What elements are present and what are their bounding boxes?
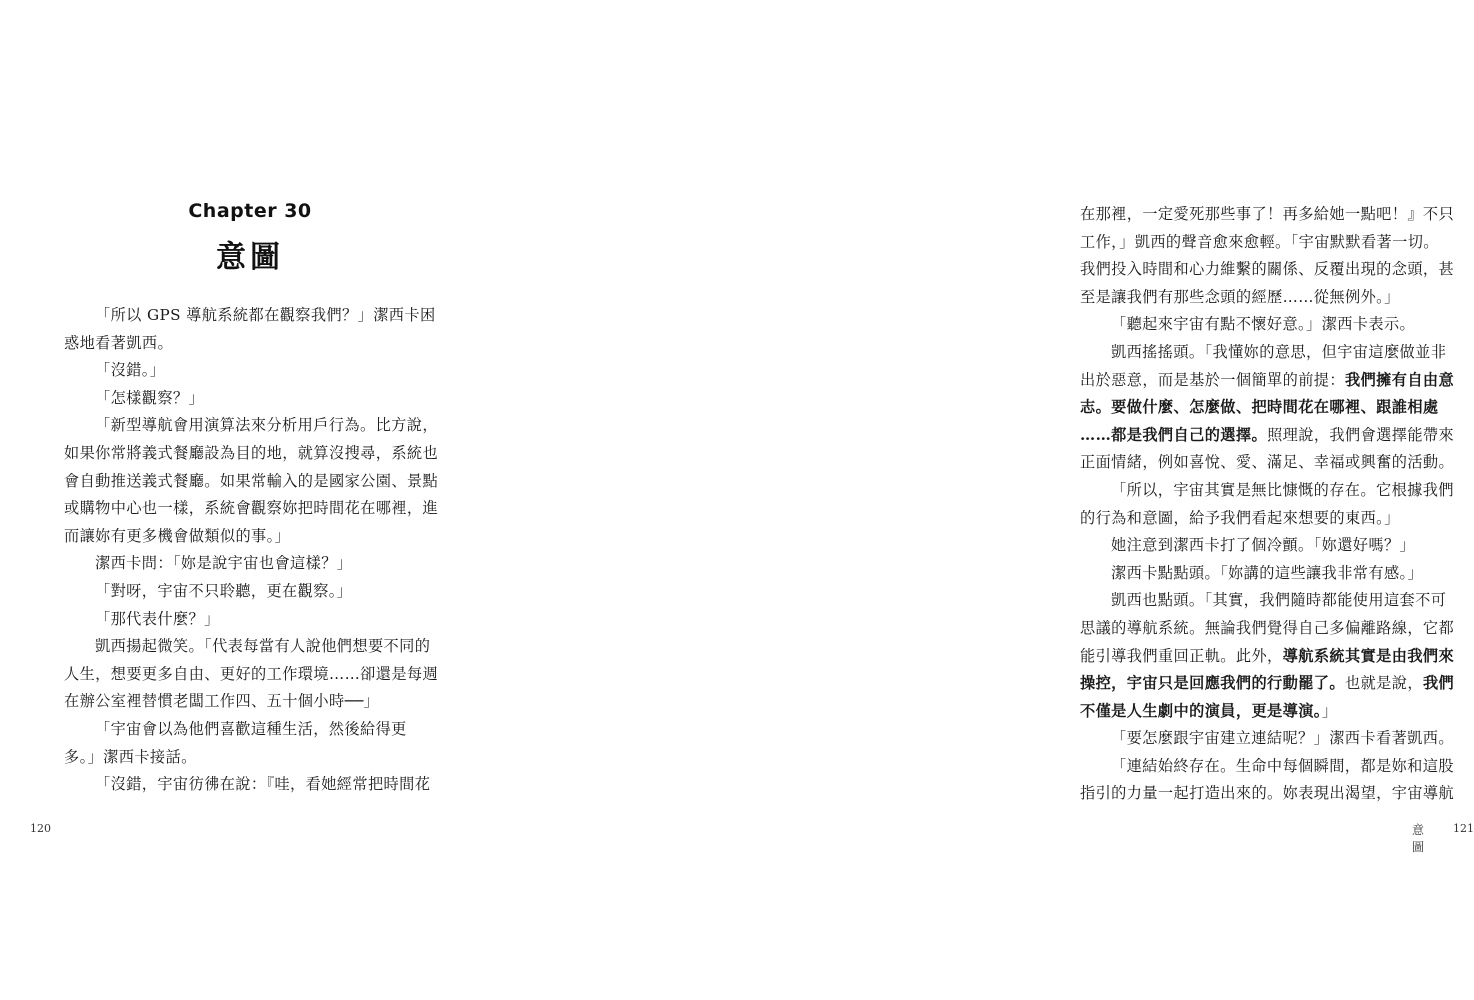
text-segment: 凱西搖搖頭。「我懂妳的意思，但宇宙這麼做並非 bbox=[1111, 342, 1447, 361]
right-page bbox=[500, 0, 1474, 1000]
text-segment: 也就是說， bbox=[1345, 674, 1423, 693]
text-line bbox=[64, 771, 434, 799]
right-page-number: 121 bbox=[1453, 822, 1474, 835]
text-line bbox=[1080, 422, 1455, 450]
text-line bbox=[1080, 753, 1454, 781]
text-line bbox=[64, 302, 434, 330]
text-segment: 「連結始終存在。生命中每個瞬間，都是妳和這股 bbox=[1111, 756, 1454, 775]
text-segment: 多。」潔西卡接話。 bbox=[64, 747, 197, 766]
text-line bbox=[1080, 311, 1434, 339]
text-line bbox=[64, 495, 439, 523]
text-segment: 出於惡意，而是基於一個簡單的前提： bbox=[1080, 370, 1345, 389]
text-segment: 而讓妳有更多機會做類似的事。」 bbox=[64, 526, 291, 545]
bold-text-segment: 志。要做什麼、怎麼做、把時間花在哪裡、跟誰相處 bbox=[1080, 398, 1439, 417]
text-line bbox=[1080, 532, 1434, 560]
text-segment: 思議的導航系統。無論我們覺得自己多偏離路線，它都 bbox=[1080, 618, 1455, 637]
text-segment: 她注意到潔西卡打了個冷顫。「妳還好嗎？」 bbox=[1111, 536, 1416, 555]
text-segment: 在辦公室裡替慣老闆工作四、五十個小時──」 bbox=[64, 692, 380, 711]
text-segment: 「新型導航會用演算法來分析用戶行為。比方說， bbox=[95, 416, 438, 435]
text-line bbox=[1080, 615, 1455, 643]
running-head: 意圖 bbox=[1412, 823, 1428, 854]
bold-text-segment: ……都是我們自己的選擇。 bbox=[1080, 425, 1268, 444]
text-line bbox=[1080, 560, 1434, 588]
text-segment: 會自動推送義式餐廳。如果常輸入的是國家公園、景點 bbox=[64, 471, 439, 490]
text-line bbox=[64, 633, 434, 661]
text-line bbox=[64, 744, 434, 772]
text-segment: 「要怎麼跟宇宙建立連結呢？」潔西卡看著凱西。 bbox=[1111, 729, 1454, 748]
text-line bbox=[1080, 587, 1447, 615]
text-segment: 人生，想要更多自由、更好的工作環境……卻還是每週 bbox=[64, 664, 439, 683]
text-segment: 工作，」凱西的聲音愈來愈輕。「宇宙默默看著一切。 bbox=[1080, 232, 1439, 251]
text-segment: 「那代表什麼？」 bbox=[95, 609, 220, 628]
chapter-number: Chapter 30 bbox=[188, 200, 312, 222]
text-line bbox=[1080, 698, 1434, 726]
text-segment: 的行為和意圖，給予我們看起來想要的東西。」 bbox=[1080, 508, 1400, 527]
text-segment: 凱西揚起微笑。「代表每當有人說他們想要不同的 bbox=[95, 637, 431, 656]
text-line bbox=[1080, 477, 1454, 505]
text-line bbox=[64, 468, 439, 496]
text-segment: 「沒錯。」 bbox=[95, 361, 166, 380]
text-segment: 在那裡，一定愛死那些事了！再多給她一點吧！』不只 bbox=[1080, 205, 1455, 223]
text-line bbox=[1080, 339, 1447, 367]
text-segment: 指引的力量一起打造出來的。妳表現出渴望，宇宙導航 bbox=[1080, 784, 1455, 803]
text-segment: 「所以 GPS 導航系統都在觀察我們？」潔西卡困 bbox=[95, 306, 436, 324]
text-segment: 凱西也點頭。「其實，我們隨時都能使用這套不可 bbox=[1111, 591, 1447, 610]
text-segment: 潔西卡點點頭。「妳講的這些讓我非常有感。」 bbox=[1111, 563, 1424, 582]
chapter-title: 意圖 bbox=[216, 240, 284, 275]
text-segment: 能引導我們重回正軌。此外， bbox=[1080, 646, 1283, 665]
text-line bbox=[1080, 256, 1455, 284]
text-line bbox=[64, 357, 434, 385]
text-line bbox=[64, 688, 434, 716]
text-line bbox=[64, 578, 434, 606]
text-line bbox=[1080, 780, 1455, 808]
text-segment: 至是讓我們有那些念頭的經歷……從無例外。」 bbox=[1080, 287, 1400, 306]
text-segment: 正面情緒，例如喜悅、愛、滿足、幸福或興奮的活動。 bbox=[1080, 453, 1455, 472]
text-line bbox=[1080, 367, 1455, 395]
bold-text-segment: 導航系統其實是由我們來 bbox=[1282, 646, 1455, 665]
text-line bbox=[1080, 449, 1455, 477]
text-line bbox=[64, 661, 439, 689]
text-segment: 「宇宙會以為他們喜歡這種生活，然後給得更 bbox=[95, 719, 407, 738]
text-line bbox=[64, 330, 434, 358]
text-line bbox=[1080, 284, 1434, 312]
text-line bbox=[64, 440, 439, 468]
text-segment: 潔西卡問：「妳是說宇宙也會這樣？」 bbox=[95, 554, 353, 573]
bold-text-segment: 我們 bbox=[1422, 674, 1455, 693]
text-line bbox=[64, 523, 434, 551]
text-segment: 或購物中心也一樣，系統會觀察妳把時間花在哪裡，進 bbox=[64, 499, 439, 518]
text-segment: 如果你常將義式餐廳設為目的地，就算沒搜尋，系統也 bbox=[64, 443, 439, 462]
text-line bbox=[1080, 394, 1439, 422]
left-page-body bbox=[64, 302, 439, 799]
text-segment: 「對呀，宇宙不只聆聽，更在觀察。」 bbox=[95, 581, 353, 600]
bold-text-segment: 操控，宇宙只是回應我們的行動罷了。 bbox=[1080, 674, 1345, 693]
text-line bbox=[64, 412, 438, 440]
right-page-body bbox=[1080, 201, 1455, 808]
text-line bbox=[64, 550, 434, 578]
left-page bbox=[0, 0, 500, 1000]
bold-text-segment: 不僅是人生劇中的演員，更是導演。 bbox=[1080, 701, 1322, 720]
left-page-number: 120 bbox=[30, 822, 51, 835]
text-line bbox=[1080, 725, 1454, 753]
text-line bbox=[1080, 643, 1455, 671]
text-line bbox=[1080, 229, 1439, 257]
text-segment: 「聽起來宇宙有點不懷好意。」潔西卡表示。 bbox=[1111, 315, 1416, 334]
text-line bbox=[1080, 505, 1434, 533]
text-line bbox=[64, 716, 434, 744]
bold-text-segment: 我們擁有自由意 bbox=[1345, 370, 1455, 389]
text-segment: 「所以，宇宙其實是無比慷慨的存在。它根據我們 bbox=[1111, 480, 1454, 499]
text-line bbox=[64, 385, 434, 413]
text-segment: 」 bbox=[1321, 701, 1338, 720]
text-segment: 「怎樣觀察？」 bbox=[95, 388, 205, 407]
text-segment: 我們投入時間和心力維繫的關係、反覆出現的念頭，甚 bbox=[1080, 260, 1455, 279]
text-segment: 「沒錯，宇宙彷彿在說：『哇，看她經常把時間花 bbox=[95, 775, 431, 794]
text-line bbox=[64, 606, 434, 634]
text-line bbox=[1080, 670, 1455, 698]
text-line bbox=[1080, 201, 1455, 229]
text-segment: 照理說，我們會選擇能帶來 bbox=[1267, 425, 1455, 444]
text-segment: 惑地看著凱西。 bbox=[64, 333, 174, 352]
